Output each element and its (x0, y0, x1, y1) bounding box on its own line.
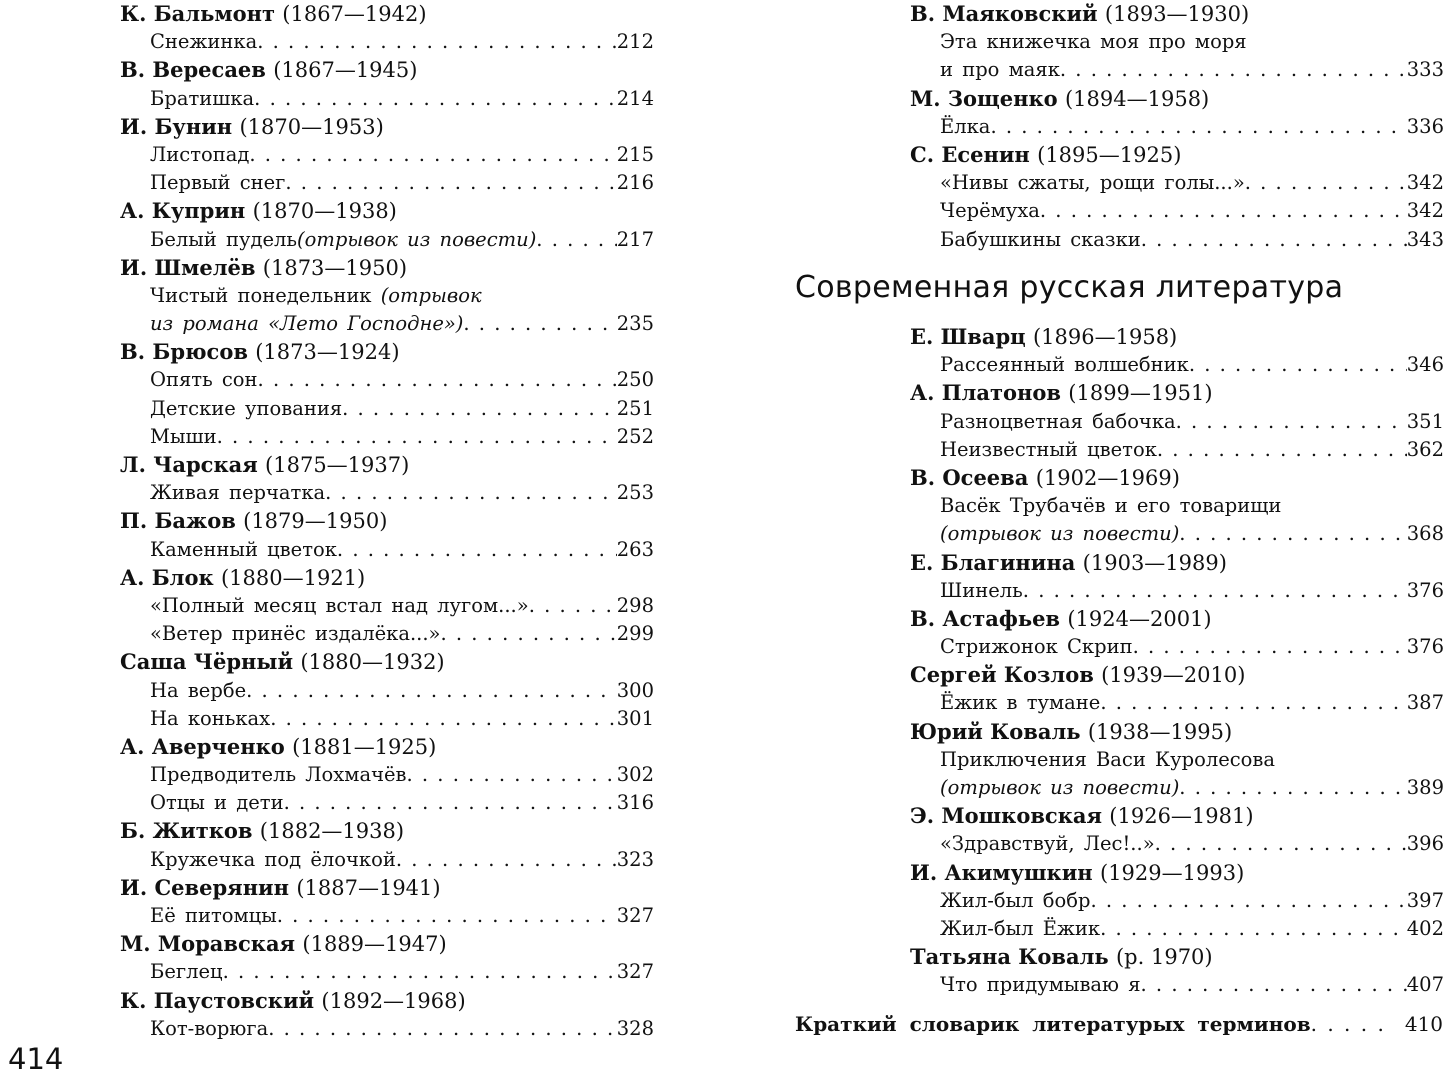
author-years: (1875—1937) (265, 453, 410, 477)
author-heading (120, 0, 654, 28)
page-ref: 333 (1406, 58, 1444, 82)
page-number: 414 (8, 1042, 64, 1076)
toc-author-entry (120, 254, 654, 339)
toc-work-entry[interactable] (940, 577, 1444, 605)
work-title: Жил-был Ёжик (940, 916, 1101, 940)
author-years: (1870—1953) (239, 114, 384, 139)
work-title: «Ветер принёс издалёка...» (150, 622, 441, 646)
page-ref: 407 (1406, 973, 1444, 997)
toc-work-continuation[interactable] (940, 774, 1444, 802)
toc-work-entry[interactable] (940, 113, 1444, 141)
toc-work-entry[interactable] (150, 226, 654, 254)
work-title: Ёлка (940, 114, 991, 138)
author-name: П. Бажов (120, 508, 236, 534)
author-years: (1881—1925) (292, 734, 437, 759)
author-name: И. Бунин (120, 113, 233, 139)
author-name: А. Аверченко (120, 733, 285, 759)
author-name: Саша Чёрный (120, 649, 294, 675)
page-ref: 251 (616, 396, 654, 420)
work-title: Живая перчатка (150, 481, 326, 505)
page-ref: 397 (1406, 888, 1444, 912)
page-ref: 316 (616, 791, 654, 815)
leader-dots (396, 846, 617, 874)
author-name: В. Брюсов (120, 339, 248, 365)
toc-work-entry[interactable] (150, 395, 654, 423)
work-title: Беглец (150, 960, 223, 984)
toc-author-entry (120, 987, 654, 1043)
author-name: И. Шмелёв (120, 254, 256, 280)
toc-work-continuation[interactable] (940, 56, 1444, 84)
page-ref: 389 (1406, 776, 1444, 799)
work-title: Первый снег (150, 171, 286, 195)
toc-work-entry[interactable] (150, 85, 654, 113)
leader-dots (1176, 408, 1407, 436)
author-name: Юрий Коваль (910, 718, 1081, 744)
toc-work-continuation[interactable] (150, 310, 654, 338)
toc-author-entry (910, 379, 1444, 464)
author-years: (1870—1938) (252, 199, 397, 224)
work-title: Чистый понедельник (150, 283, 372, 307)
work-title: Васёк Трубачёв и его товарищи (940, 494, 1282, 518)
toc-work-entry[interactable] (940, 887, 1444, 915)
leader-dots (1141, 971, 1407, 999)
leader-dots (1060, 56, 1407, 84)
work-note: из романа «Лето Господне») (150, 312, 464, 336)
leader-dots (270, 705, 617, 733)
toc-author-entry (120, 56, 654, 112)
author-heading (120, 930, 654, 958)
work-title: Отцы и дети (150, 791, 284, 815)
author-name: Е. Благинина (910, 549, 1076, 575)
leader-dots (990, 113, 1406, 141)
section-heading: Современная русская литература (795, 270, 1344, 305)
author-years: (1873—1950) (262, 255, 408, 280)
leader-dots (254, 85, 617, 113)
page-ref: 346 (1406, 353, 1444, 377)
work-note: (отрывок из повести) (940, 776, 1180, 799)
author-years: (1892—1968) (321, 988, 466, 1013)
toc-author-entry (910, 802, 1444, 858)
toc-right-column-top (910, 0, 1444, 254)
author-heading (910, 718, 1444, 746)
toc-work-entry[interactable] (150, 677, 654, 705)
toc-author-entry (910, 661, 1444, 717)
toc-author-entry (120, 930, 654, 986)
author-name: А. Куприн (120, 198, 246, 224)
work-title: На вербе (150, 678, 247, 702)
page-ref: 336 (1406, 114, 1444, 138)
toc-author-entry (910, 859, 1444, 944)
toc-work-entry[interactable] (940, 28, 1444, 56)
author-heading (120, 733, 654, 761)
leader-dots (463, 310, 616, 338)
page-ref: 368 (1406, 522, 1444, 546)
page-ref: 327 (616, 904, 654, 927)
work-title-continuation: и про маяк (940, 58, 1060, 82)
author-years: (1903—1989) (1082, 550, 1227, 575)
work-title: Бабушкины сказки (940, 227, 1141, 251)
glossary-title: Краткий словарик литературых терминов (795, 1012, 1311, 1036)
leader-dots (268, 1015, 617, 1043)
page-ref: 402 (1406, 916, 1444, 940)
toc-author-entry (120, 817, 654, 873)
leader-dots (1040, 197, 1407, 225)
toc-work-entry[interactable] (940, 915, 1444, 943)
toc-work-entry[interactable] (940, 689, 1444, 717)
author-name: С. Есенин (910, 141, 1030, 167)
work-title: «Нивы сжаты, рощи голы...» (940, 171, 1245, 195)
page-ref: 302 (616, 763, 654, 787)
leader-dots (440, 620, 616, 648)
toc-author-entry (910, 141, 1444, 254)
page-ref: 263 (616, 537, 654, 561)
leader-dots (529, 592, 617, 620)
toc-work-entry[interactable] (150, 282, 654, 310)
author-years: (1929—1993) (1100, 860, 1245, 885)
author-heading (910, 323, 1444, 351)
page-ref: 396 (1406, 832, 1444, 856)
work-title: На коньках (150, 706, 271, 730)
page-ref: 323 (616, 847, 654, 871)
toc-author-entry (120, 648, 654, 733)
page-ref: 298 (616, 593, 654, 617)
author-heading (910, 0, 1444, 28)
author-heading (120, 197, 654, 225)
work-title: Ёжик в тумане (940, 691, 1101, 715)
toc-author-entry (120, 564, 654, 649)
author-name: В. Маяковский (910, 1, 1098, 26)
work-title: Листопад (150, 142, 250, 166)
leader-dots (284, 789, 617, 817)
leader-dots (337, 536, 617, 564)
author-heading (910, 943, 1444, 971)
toc-author-entry (120, 733, 654, 818)
toc-author-entry (910, 323, 1444, 379)
work-note: (отрывок из повести) (297, 227, 537, 251)
page-ref: 217 (616, 227, 654, 251)
author-heading (120, 56, 654, 84)
toc-work-entry[interactable] (150, 141, 654, 169)
toc-work-entry[interactable] (940, 436, 1444, 464)
leader-dots (1133, 633, 1407, 661)
leader-dots (1179, 774, 1406, 802)
leader-dots (1090, 887, 1406, 915)
toc-work-entry[interactable] (150, 705, 654, 733)
toc-author-entry (910, 0, 1444, 85)
toc-author-entry (120, 507, 654, 563)
toc-author-entry (120, 874, 654, 930)
leader-dots (223, 958, 617, 986)
author-name: И. Северянин (120, 874, 290, 900)
page-ref: 216 (616, 171, 654, 195)
page-ref: 376 (1406, 578, 1444, 602)
author-name: И. Акимушкин (910, 859, 1093, 885)
page-ref: 235 (616, 312, 654, 336)
toc-work-entry[interactable] (150, 592, 654, 620)
work-note: (отрывок из повести) (940, 522, 1180, 546)
toc-glossary-entry[interactable] (795, 1010, 1445, 1038)
leader-dots (407, 761, 617, 789)
author-name: Татьяна Коваль (910, 944, 1109, 970)
author-name: В. Осеева (910, 464, 1029, 490)
author-years: (1880—1932) (300, 650, 445, 675)
toc-work-entry[interactable] (150, 169, 654, 197)
author-heading (910, 549, 1444, 577)
author-heading (910, 85, 1444, 113)
leader-dots (249, 141, 616, 169)
page-ref: 215 (616, 142, 654, 166)
work-title: Детские упования (150, 396, 343, 420)
toc-author-entry (910, 605, 1444, 661)
work-title: Черёмуха (940, 199, 1040, 223)
work-title: Разноцветная бабочка (940, 409, 1176, 433)
toc-work-entry[interactable] (940, 971, 1444, 999)
toc-author-entry (120, 0, 654, 56)
leader-dots (1245, 169, 1407, 197)
author-heading (910, 379, 1444, 407)
leader-dots (1023, 577, 1407, 605)
author-heading (120, 564, 654, 592)
page-ref: 300 (616, 678, 654, 702)
page-ref: 250 (616, 368, 654, 392)
author-years: (1939—2010) (1101, 663, 1246, 688)
author-name: В. Астафьев (910, 605, 1061, 631)
toc-author-entry (120, 451, 654, 507)
work-title: Жил-был бобр (940, 888, 1091, 912)
author-name: Б. Житков (120, 818, 253, 844)
author-name: Э. Мошковская (910, 803, 1102, 829)
page-ref: 376 (1406, 635, 1444, 659)
toc-work-entry[interactable] (150, 846, 654, 874)
toc-work-entry[interactable] (150, 1015, 654, 1043)
work-title: Приключения Васи Куролесова (940, 747, 1276, 771)
author-years: (1867—1945) (273, 58, 418, 83)
toc-left-column (120, 0, 654, 1043)
work-title: Стрижонок Скрип (940, 635, 1133, 659)
work-title: «Полный месяц встал над лугом...» (150, 593, 529, 617)
toc-work-entry[interactable] (940, 197, 1444, 225)
leader-dots (285, 169, 616, 197)
page-ref: 212 (616, 30, 654, 54)
work-title: Братишка (150, 86, 255, 110)
work-title: Предводитель Лохмачёв (150, 763, 407, 787)
work-title: Её питомцы (150, 904, 277, 927)
toc-work-entry[interactable] (150, 620, 654, 648)
author-name: А. Блок (120, 564, 214, 590)
toc-work-entry[interactable] (150, 958, 654, 986)
work-title: Кружечка под ёлочкой (150, 847, 396, 871)
toc-work-entry[interactable] (150, 423, 654, 451)
toc-author-entry (910, 549, 1444, 605)
page-ref: 342 (1406, 171, 1444, 195)
work-title: Каменный цветок (150, 537, 337, 561)
author-years: (1902—1969) (1035, 465, 1180, 490)
page-ref: 343 (1406, 227, 1444, 251)
toc-work-entry[interactable] (150, 28, 654, 56)
work-title: Эта книжечка моя про моря (940, 30, 1247, 54)
toc-work-entry[interactable] (940, 492, 1444, 520)
leader-dots (1189, 351, 1407, 379)
work-title: Кот-ворюга (150, 1016, 269, 1040)
author-heading (910, 464, 1444, 492)
toc-work-entry[interactable] (150, 761, 654, 789)
leader-dots (342, 395, 617, 423)
author-heading (910, 802, 1444, 830)
work-title: Шинель (940, 578, 1023, 602)
work-title: Рассеянный волшебник (940, 353, 1189, 377)
leader-dots (1179, 520, 1406, 548)
author-heading (910, 141, 1444, 169)
work-title: Что придумываю я (940, 973, 1141, 997)
leader-dots (1155, 830, 1407, 858)
leader-dots (217, 423, 617, 451)
page-ref: 299 (616, 622, 654, 646)
work-title: Мыши (150, 424, 217, 448)
author-years: (1889—1947) (302, 932, 447, 957)
author-name: А. Платонов (910, 380, 1061, 406)
author-name: К. Паустовский (120, 987, 315, 1013)
author-years: (1938—1995) (1087, 719, 1233, 744)
author-years: (1887—1941) (296, 875, 441, 900)
work-title: «Здравствуй, Лес!..» (940, 832, 1155, 856)
toc-work-entry[interactable] (150, 789, 654, 817)
author-years: (1924—2001) (1067, 606, 1212, 631)
author-years: (1926—1981) (1109, 804, 1254, 829)
page-ref: 301 (616, 706, 654, 730)
leader-dots (536, 226, 616, 254)
toc-work-entry[interactable] (940, 408, 1444, 436)
page-ref: 214 (616, 86, 654, 110)
toc-author-entry (120, 113, 654, 198)
author-name: Е. Шварц (910, 324, 1026, 349)
author-name: К. Бальмонт (120, 1, 275, 26)
leader-dots (1100, 689, 1406, 717)
toc-work-entry[interactable] (940, 169, 1444, 197)
author-years: (1867—1942) (282, 2, 427, 26)
author-heading (120, 817, 654, 845)
author-years: (1899—1951) (1068, 381, 1213, 406)
author-years: (1893—1930) (1104, 2, 1250, 26)
toc-author-entry (120, 338, 654, 451)
page-ref: 327 (616, 960, 654, 984)
leader-dots (246, 677, 617, 705)
work-title: Неизвестный цветок (940, 437, 1157, 461)
author-years: (1880—1921) (220, 565, 366, 590)
author-heading (120, 254, 654, 282)
toc-author-entry (910, 464, 1444, 549)
author-years: (1879—1950) (243, 509, 388, 534)
leader-dots (257, 28, 617, 56)
toc-author-entry (120, 197, 654, 253)
author-years: (1896—1958) (1032, 325, 1178, 349)
toc-right-column-bottom (910, 323, 1444, 1000)
author-years: (1873—1924) (255, 340, 400, 365)
page-ref: 342 (1406, 199, 1444, 223)
toc-author-entry (910, 943, 1444, 999)
author-heading (120, 451, 654, 479)
work-note: (отрывок (380, 283, 482, 307)
author-heading (910, 605, 1444, 633)
author-heading (120, 507, 654, 535)
author-heading (120, 648, 654, 676)
leader-dots (1100, 915, 1407, 943)
toc-work-entry[interactable] (150, 479, 654, 507)
leader-dots (277, 902, 617, 930)
author-years: (р. 1970) (1115, 945, 1213, 970)
toc-work-continuation[interactable] (940, 520, 1444, 548)
author-name: В. Вересаев (120, 57, 266, 83)
toc-work-entry[interactable] (940, 830, 1444, 858)
author-years: (1895—1925) (1037, 142, 1182, 167)
toc-author-entry (910, 718, 1444, 803)
author-heading (120, 874, 654, 902)
toc-work-entry[interactable] (940, 746, 1444, 774)
leader-dots (258, 366, 617, 394)
toc-author-entry (910, 85, 1444, 141)
author-heading (910, 661, 1444, 689)
toc-work-entry[interactable] (940, 633, 1444, 661)
toc-work-entry[interactable] (940, 351, 1444, 379)
leader-dots (1311, 1010, 1393, 1038)
author-heading (910, 859, 1444, 887)
author-heading (120, 338, 654, 366)
toc-work-entry[interactable] (150, 902, 654, 930)
toc-work-entry[interactable] (150, 536, 654, 564)
leader-dots (1157, 436, 1407, 464)
page-ref: 351 (1406, 409, 1444, 433)
page-ref: 253 (616, 481, 654, 505)
toc-work-entry[interactable] (940, 226, 1444, 254)
leader-dots (325, 479, 617, 507)
toc-work-entry[interactable] (150, 366, 654, 394)
work-title: Белый пудель (150, 227, 297, 251)
work-title: Снежинка (150, 30, 258, 54)
work-title: Опять сон (150, 368, 258, 392)
page-ref: 362 (1406, 437, 1444, 461)
page-ref: 252 (616, 424, 654, 448)
author-name: М. Зощенко (910, 85, 1058, 111)
author-years: (1882—1938) (259, 819, 405, 844)
author-heading (120, 987, 654, 1015)
page-ref: 328 (616, 1016, 654, 1040)
glossary-page-number: 410 (1404, 1012, 1443, 1036)
author-heading (120, 113, 654, 141)
author-name: Л. Чарская (120, 452, 258, 477)
author-name: М. Моравская (120, 931, 296, 957)
page-ref: 387 (1406, 691, 1444, 715)
leader-dots (1141, 226, 1407, 254)
author-name: Сергей Козлов (910, 662, 1094, 688)
author-years: (1894—1958) (1064, 86, 1210, 111)
